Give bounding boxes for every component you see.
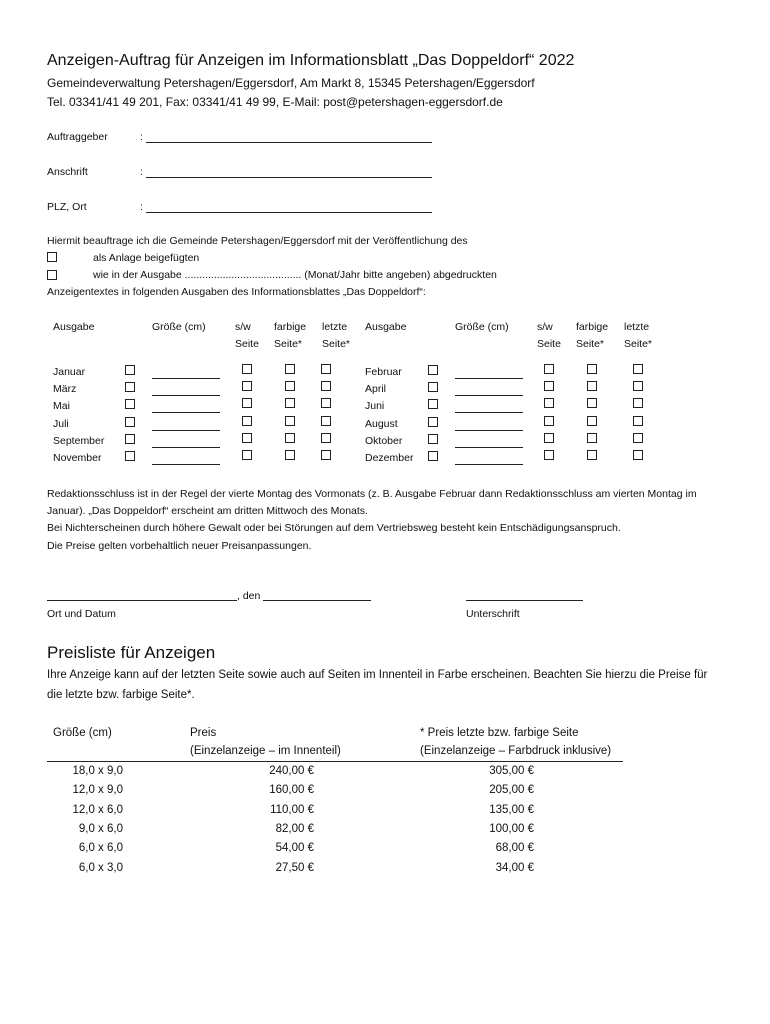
issue-month-label: März <box>53 383 77 396</box>
sw-page-checkbox[interactable] <box>544 364 554 374</box>
pricelist-intro-1: Ihre Anzeige kann auf der letzten Seite sowie auch auf Seiten im Innenteil in Farbe erscheinen. Beachten Sie hierzu die Preise für <box>47 669 708 681</box>
issue-month-label: Januar <box>53 366 86 378</box>
header-farbig-seite-left: Seite* <box>274 338 303 350</box>
option-printed-checkbox[interactable] <box>47 270 57 280</box>
color-page-checkbox[interactable] <box>587 398 597 408</box>
last-page-checkbox[interactable] <box>321 381 331 391</box>
issue-size-input[interactable] <box>152 447 220 448</box>
last-page-checkbox[interactable] <box>633 416 643 426</box>
den-label: , den <box>237 590 261 602</box>
issue-select-checkbox[interactable] <box>125 451 135 461</box>
header-letzte-seite-left: Seite* <box>322 338 351 350</box>
color-page-checkbox[interactable] <box>285 416 295 426</box>
address-line: Gemeindeverwaltung Petershagen/Eggersdorf, Am Markt 8, 15345 Petershagen/Eggersdorf <box>47 76 535 90</box>
sw-page-checkbox[interactable] <box>544 416 554 426</box>
plz-ort-input[interactable] <box>146 212 432 213</box>
last-page-checkbox[interactable] <box>321 416 331 426</box>
color-page-checkbox[interactable] <box>587 381 597 391</box>
price-inner-cell: 110,00 € <box>270 803 314 816</box>
price-color-cell: 135,00 € <box>489 803 534 816</box>
price-size-cell: 12,0 x 9,0 <box>72 784 123 797</box>
issue-size-input[interactable] <box>455 447 523 448</box>
price-inner-cell: 82,00 € <box>275 822 314 835</box>
commission-outro: Anzeigentextes in folgenden Ausgaben des Informationsblattes „Das Doppeldorf“: <box>47 286 426 298</box>
issue-month-label: April <box>365 383 387 396</box>
header-farbig-right: farbige <box>576 321 609 333</box>
signature-input[interactable] <box>466 600 583 601</box>
header-letzte-right: letzte <box>624 321 650 333</box>
header-ausgabe-left: Ausgabe <box>53 321 95 333</box>
issue-month-label: Dezember <box>365 452 414 464</box>
issue-size-input[interactable] <box>455 395 523 396</box>
price-header-color-note: (Einzelanzeige – Farbdruck inklusive) <box>420 745 612 757</box>
header-sw-right: s/w <box>537 321 553 333</box>
issue-select-checkbox[interactable] <box>125 382 135 392</box>
sw-page-checkbox[interactable] <box>242 381 252 391</box>
price-size-cell: 18,0 x 9,0 <box>72 765 123 777</box>
header-groesse-left: Größe (cm) <box>152 321 206 333</box>
issue-size-input[interactable] <box>455 430 523 431</box>
price-inner-cell: 240,00 € <box>269 765 314 777</box>
date-input[interactable] <box>263 600 371 601</box>
sw-page-checkbox[interactable] <box>242 364 252 374</box>
field-sep: : <box>140 201 143 213</box>
option-attached-checkbox[interactable] <box>47 252 57 262</box>
price-size-cell: 9,0 x 6,0 <box>78 822 123 835</box>
pricelist-intro-2: die letzte bzw. farbige Seite*. <box>47 689 195 701</box>
issue-month-label: Oktober <box>365 434 403 447</box>
contact-line: Tel. 03341/41 49 201, Fax: 03341/41 49 99, E-Mail: post@petershagen-eggersdorf.de <box>47 95 503 109</box>
header-letzte-left: letzte <box>322 321 348 333</box>
sw-page-checkbox[interactable] <box>544 450 554 460</box>
field-label-auftraggeber: Auftraggeber <box>47 131 108 143</box>
sw-page-checkbox[interactable] <box>242 433 252 443</box>
last-page-checkbox[interactable] <box>633 450 643 460</box>
header-sw-seite-right: Seite <box>537 338 561 350</box>
issue-select-checkbox[interactable] <box>125 434 135 444</box>
header-groesse-right: Größe (cm) <box>455 321 509 333</box>
pricelist-title: Preisliste für Anzeigen <box>47 643 216 662</box>
price-inner-cell: 54,00 € <box>275 842 314 855</box>
color-page-checkbox[interactable] <box>285 381 295 391</box>
sw-page-checkbox[interactable] <box>544 433 554 443</box>
last-page-checkbox[interactable] <box>633 381 643 391</box>
note-deadline: Redaktionsschluss ist in der Regel der vierte Montag des Vormonats (z. B. Ausgabe Februar dann Redaktionsschluss am vierten Montag im <box>47 488 697 500</box>
price-inner-cell: 27,50 € <box>275 861 314 874</box>
option-attached-label: als Anlage beigefügten <box>93 252 200 264</box>
price-color-cell: 305,00 € <box>489 765 534 777</box>
issue-select-checkbox[interactable] <box>428 451 438 461</box>
auftraggeber-input[interactable] <box>146 142 432 143</box>
header-sw-left: s/w <box>235 321 251 333</box>
price-size-cell: 6,0 x 3,0 <box>78 861 123 874</box>
field-label-plz-ort: PLZ, Ort <box>47 201 87 213</box>
issue-size-input[interactable] <box>152 412 220 413</box>
issue-select-checkbox[interactable] <box>428 382 438 392</box>
place-date-label: Ort und Datum <box>47 608 116 620</box>
issue-size-input[interactable] <box>455 412 523 413</box>
issue-month-label: August <box>365 417 398 430</box>
color-page-checkbox[interactable] <box>587 450 597 460</box>
last-page-checkbox[interactable] <box>633 433 643 443</box>
last-page-checkbox[interactable] <box>321 433 331 443</box>
page-title: Anzeigen-Auftrag für Anzeigen im Informationsblatt „Das Doppeldorf“ 2022 <box>47 52 575 69</box>
anschrift-input[interactable] <box>146 177 432 178</box>
sw-page-checkbox[interactable] <box>544 381 554 391</box>
color-page-checkbox[interactable] <box>587 433 597 443</box>
note-publication: Januar). „Das Doppeldorf“ erscheint am dritten Mittwoch des Monats. <box>47 505 368 517</box>
color-page-checkbox[interactable] <box>285 398 295 408</box>
last-page-checkbox[interactable] <box>321 398 331 408</box>
last-page-checkbox[interactable] <box>633 364 643 374</box>
issue-select-checkbox[interactable] <box>428 365 438 375</box>
header-farbig-left: farbige <box>274 321 307 333</box>
color-page-checkbox[interactable] <box>285 364 295 374</box>
issue-month-label: Mai <box>53 400 70 413</box>
issue-select-checkbox[interactable] <box>125 365 135 375</box>
issue-month-label: Juli <box>53 417 69 430</box>
issue-select-checkbox[interactable] <box>428 434 438 444</box>
price-header-color: * Preis letzte bzw. farbige Seite <box>420 727 579 739</box>
note-force-majeure: Bei Nichterscheinen durch höhere Gewalt oder bei Störungen auf dem Vertriebsweg besteht kein Entschädigungsanspruch. <box>47 522 621 534</box>
issue-month-label: November <box>53 452 102 464</box>
issue-month-label: Juni <box>365 400 385 413</box>
header-sw-seite-left: Seite <box>235 338 259 350</box>
price-header-price: Preis <box>190 727 217 739</box>
price-color-cell: 68,00 € <box>495 842 534 855</box>
field-sep: : <box>140 131 143 143</box>
issue-select-checkbox[interactable] <box>428 417 438 427</box>
sw-page-checkbox[interactable] <box>544 398 554 408</box>
field-label-anschrift: Anschrift <box>47 166 88 178</box>
price-size-cell: 6,0 x 6,0 <box>78 842 123 855</box>
header-farbig-seite-right: Seite* <box>576 338 605 350</box>
issue-size-input[interactable] <box>455 464 523 465</box>
last-page-checkbox[interactable] <box>321 364 331 374</box>
sw-page-checkbox[interactable] <box>242 416 252 426</box>
price-header-size: Größe (cm) <box>53 727 112 739</box>
color-page-checkbox[interactable] <box>587 364 597 374</box>
price-color-cell: 100,00 € <box>489 822 534 835</box>
issue-size-input[interactable] <box>152 464 220 465</box>
issue-select-checkbox[interactable] <box>125 399 135 409</box>
color-page-checkbox[interactable] <box>285 433 295 443</box>
header-ausgabe-right: Ausgabe <box>365 321 407 333</box>
issue-size-input[interactable] <box>455 378 523 379</box>
issue-size-input[interactable] <box>152 378 220 379</box>
price-header-divider <box>47 761 623 762</box>
issue-month-label: Februar <box>365 366 402 378</box>
price-color-cell: 205,00 € <box>489 784 534 797</box>
last-page-checkbox[interactable] <box>633 398 643 408</box>
signature-label: Unterschrift <box>466 608 520 620</box>
issue-select-checkbox[interactable] <box>428 399 438 409</box>
price-size-cell: 12,0 x 6,0 <box>72 803 123 816</box>
issue-select-checkbox[interactable] <box>125 417 135 427</box>
place-input[interactable] <box>47 600 237 601</box>
color-page-checkbox[interactable] <box>285 450 295 460</box>
issue-month-label: September <box>53 434 105 447</box>
sw-page-checkbox[interactable] <box>242 398 252 408</box>
issue-size-input[interactable] <box>152 395 220 396</box>
option-printed-label: wie in der Ausgabe ........................................ (Monat/Jahr bitte angeben) abgedruckten <box>93 269 497 281</box>
price-header-price-note: (Einzelanzeige – im Innenteil) <box>190 745 341 757</box>
field-sep: : <box>140 166 143 178</box>
last-page-checkbox[interactable] <box>321 450 331 460</box>
commission-intro: Hiermit beauftrage ich die Gemeinde Petershagen/Eggersdorf mit der Veröffentlichung des <box>47 235 468 247</box>
note-prices: Die Preise gelten vorbehaltlich neuer Preisanpassungen. <box>47 540 312 552</box>
color-page-checkbox[interactable] <box>587 416 597 426</box>
price-color-cell: 34,00 € <box>495 861 534 874</box>
price-inner-cell: 160,00 € <box>269 784 314 797</box>
issue-size-input[interactable] <box>152 430 220 431</box>
sw-page-checkbox[interactable] <box>242 450 252 460</box>
header-letzte-seite-right: Seite* <box>624 338 653 350</box>
